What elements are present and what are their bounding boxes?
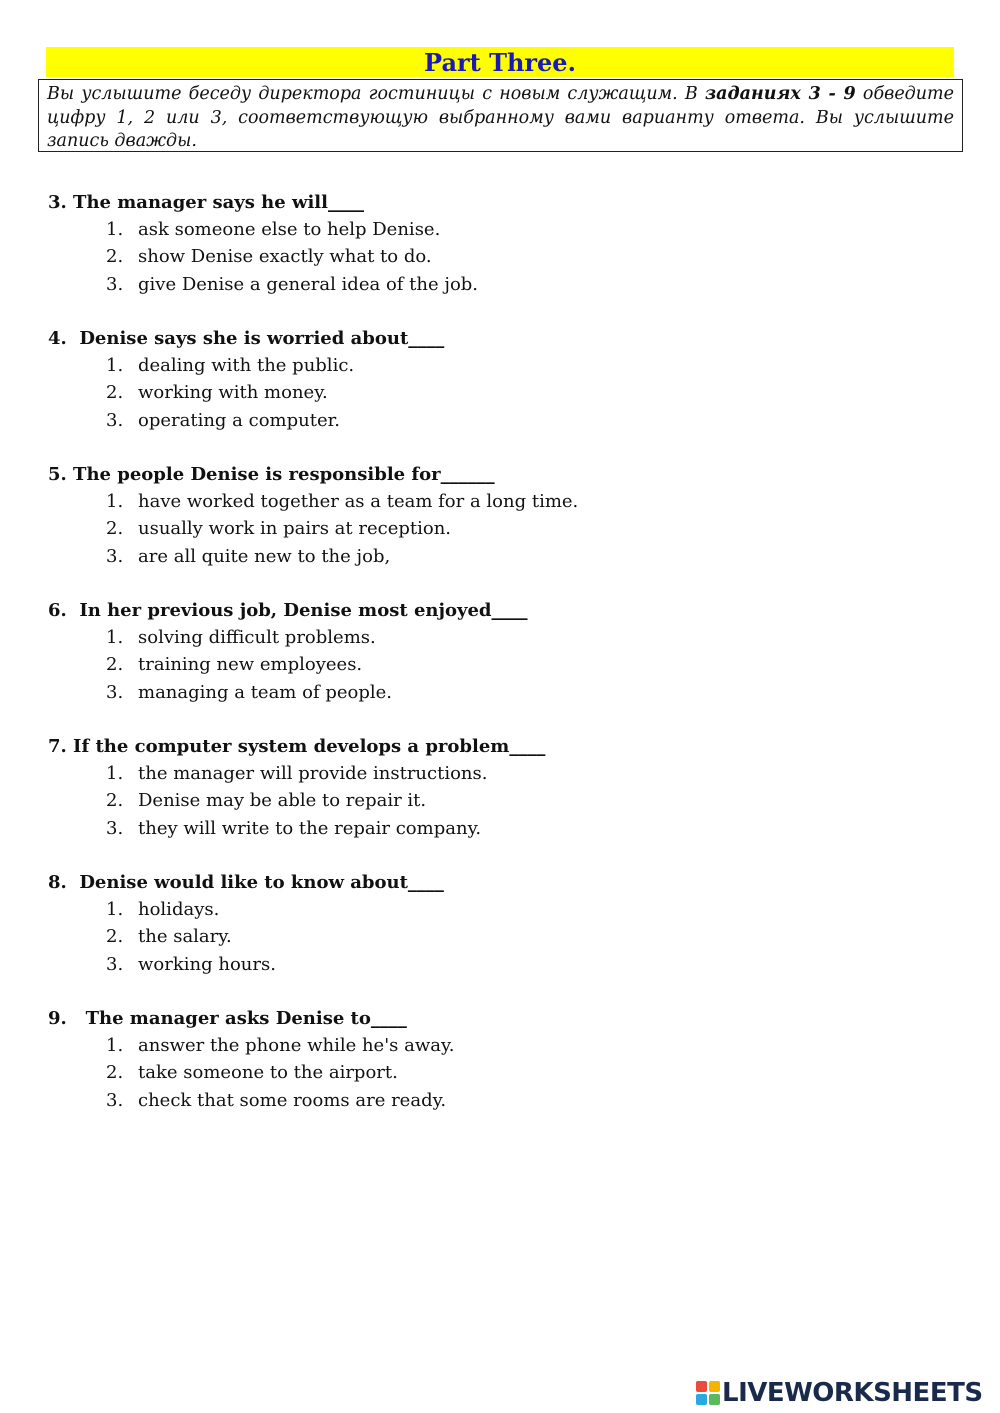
answer-option[interactable] — [48, 407, 948, 434]
option-text: the manager will provide instructions. — [138, 763, 488, 784]
question-9 — [48, 1005, 948, 1114]
instructions-box — [38, 79, 963, 152]
option-text: show Denise exactly what to do. — [138, 246, 432, 268]
instructions-text-end: обведите цифру 1, 2 или 3, соответствующую выбранному вами варианту ответа. Вы услышите запись дважды. — [47, 84, 954, 151]
answer-option[interactable] — [48, 216, 948, 243]
liveworksheets-logo-icon — [696, 1381, 720, 1405]
question-text: 6. In her previous job, Denise most enjoyed____ — [48, 600, 528, 621]
answer-option[interactable] — [48, 760, 948, 787]
answer-option[interactable] — [48, 543, 948, 570]
option-text: working hours. — [138, 953, 276, 975]
option-text: usually work in pairs at reception. — [138, 518, 452, 540]
liveworksheets-logo-text: LIVEWORKSHEETS — [722, 1378, 983, 1408]
option-number: 1. — [106, 899, 124, 920]
answer-option[interactable] — [48, 1032, 948, 1059]
option-text: operating a computer. — [138, 409, 340, 431]
liveworksheets-logo — [696, 1377, 996, 1409]
option-text: take someone to the airport. — [138, 1062, 398, 1084]
option-text: answer the phone while he's away. — [138, 1035, 455, 1056]
answer-option[interactable] — [48, 1087, 948, 1114]
answer-option[interactable] — [48, 679, 948, 706]
question-text: 5. The people Denise is responsible for______ — [48, 464, 495, 485]
question-6 — [48, 597, 948, 706]
option-number: 3. — [106, 681, 124, 703]
option-number: 3. — [106, 273, 124, 295]
answer-option[interactable] — [48, 271, 948, 298]
question-text: 9. The manager asks Denise to____ — [48, 1008, 407, 1029]
option-text: they will write to the repair company. — [138, 817, 482, 839]
option-text: Denise may be able to repair it. — [138, 790, 427, 812]
answer-option[interactable] — [48, 815, 948, 842]
option-number: 3. — [106, 409, 124, 431]
answer-option[interactable] — [48, 951, 948, 978]
question-text: 3. The manager says he will____ — [48, 192, 364, 213]
option-text: ask someone else to help Denise. — [138, 219, 441, 240]
page-title: Part Three. — [46, 47, 954, 77]
option-text: solving difficult problems. — [138, 627, 376, 648]
answer-option[interactable] — [48, 651, 948, 678]
answer-option[interactable] — [48, 488, 948, 515]
question-7 — [48, 733, 948, 842]
option-number: 2. — [106, 246, 124, 268]
option-text: have worked together as a team for a long time. — [138, 491, 579, 512]
answer-option[interactable] — [48, 896, 948, 923]
option-text: holidays. — [138, 899, 220, 920]
option-text: training new employees. — [138, 654, 363, 676]
option-number: 3. — [106, 817, 124, 839]
question-4 — [48, 325, 948, 434]
answer-option[interactable] — [48, 1059, 948, 1086]
option-text: the salary. — [138, 926, 232, 948]
question-text: 8. Denise would like to know about____ — [48, 872, 444, 893]
option-text: check that some rooms are ready. — [138, 1089, 447, 1111]
option-text: working with money. — [138, 382, 328, 404]
option-number: 2. — [106, 518, 124, 540]
answer-option[interactable] — [48, 624, 948, 651]
answer-option[interactable] — [48, 379, 948, 406]
instructions-text-start: Вы услышите беседу директора гостиницы с новым служащим. В — [47, 84, 705, 104]
option-number: 1. — [106, 491, 124, 512]
option-number: 1. — [106, 627, 124, 648]
option-number: 1. — [106, 1035, 124, 1056]
option-text: dealing with the public. — [138, 355, 355, 376]
answer-option[interactable] — [48, 352, 948, 379]
option-number: 2. — [106, 926, 124, 948]
answer-option[interactable] — [48, 243, 948, 270]
option-text: are all quite new to the job, — [138, 545, 391, 567]
question-5 — [48, 461, 948, 570]
question-text: 7. If the computer system develops a problem____ — [48, 736, 546, 757]
option-number: 3. — [106, 1089, 124, 1111]
option-number: 2. — [106, 382, 124, 404]
instructions-text-bold: заданиях 3 - 9 — [705, 84, 856, 104]
option-number: 1. — [106, 355, 124, 376]
option-number: 2. — [106, 1062, 124, 1084]
answer-option[interactable] — [48, 923, 948, 950]
option-text: managing a team of people. — [138, 681, 392, 703]
option-number: 3. — [106, 953, 124, 975]
option-number: 1. — [106, 219, 124, 240]
option-number: 3. — [106, 545, 124, 567]
option-number: 2. — [106, 654, 124, 676]
question-text: 4. Denise says she is worried about____ — [48, 328, 445, 349]
answer-option[interactable] — [48, 515, 948, 542]
option-number: 1. — [106, 763, 124, 784]
question-8 — [48, 869, 948, 978]
answer-option[interactable] — [48, 787, 948, 814]
question-3 — [48, 189, 948, 298]
option-text: give Denise a general idea of the job. — [138, 273, 479, 295]
option-number: 2. — [106, 790, 124, 812]
